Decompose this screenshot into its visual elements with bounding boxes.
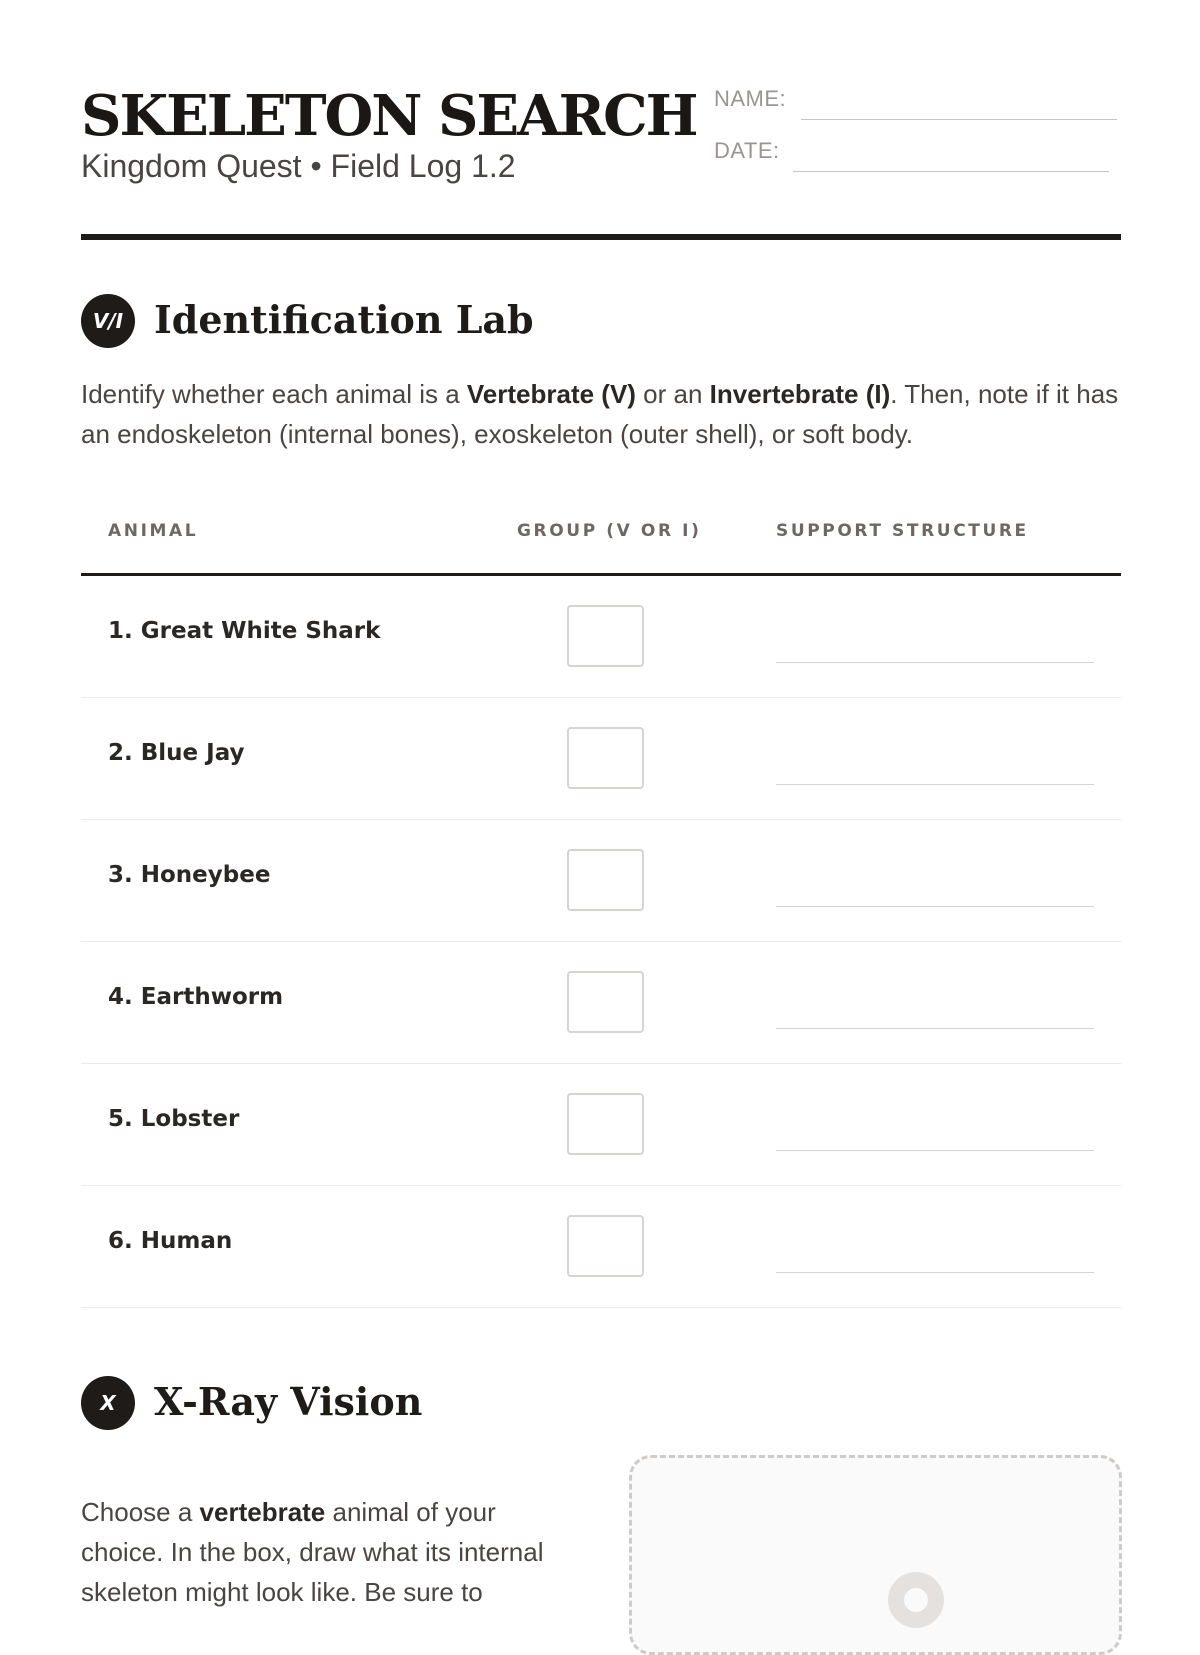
support-structure-line[interactable] <box>776 1028 1094 1029</box>
page-subtitle: Kingdom Quest • Field Log 1.2 <box>81 148 516 184</box>
name-label: NAME: <box>714 86 787 111</box>
support-structure-line[interactable] <box>776 784 1094 785</box>
column-header-support: SUPPORT STRUCTURE <box>776 521 1029 541</box>
support-structure-line[interactable] <box>776 662 1094 663</box>
group-answer-box[interactable] <box>567 1093 644 1155</box>
animal-name: 5. Lobster <box>108 1106 240 1132</box>
table-row <box>81 1064 1121 1186</box>
xray-vision-heading <box>81 1372 1121 1432</box>
intro-bold-vertebrate: Vertebrate (V) <box>466 379 636 409</box>
animal-name: 2. Blue Jay <box>108 740 245 766</box>
table-row <box>81 1186 1121 1308</box>
header-divider <box>81 234 1121 240</box>
intro-text-1: Identify whether each animal is a <box>81 379 467 409</box>
group-answer-box[interactable] <box>567 849 644 911</box>
date-field[interactable] <box>714 134 1124 174</box>
support-structure-line[interactable] <box>776 1272 1094 1273</box>
intro-text-2: or an <box>635 379 710 409</box>
xray-instructions <box>81 1492 581 1612</box>
xray-text-1: Choose a <box>81 1497 200 1527</box>
name-field[interactable] <box>714 82 1124 122</box>
xray-bold-vertebrate: vertebrate <box>199 1497 326 1527</box>
animal-name: 3. Honeybee <box>108 862 271 888</box>
worksheet-header <box>81 78 1121 240</box>
intro-bold-invertebrate: Invertebrate (I) <box>709 379 891 409</box>
date-line[interactable] <box>793 171 1109 172</box>
column-header-group: GROUP (V OR I) <box>517 521 702 541</box>
column-header-animal: ANIMAL <box>108 521 199 541</box>
animal-name: 6. Human <box>108 1228 233 1254</box>
animal-name: 1. Great White Shark <box>108 618 381 644</box>
table-row <box>81 820 1121 942</box>
section-badge-x: X <box>81 1376 135 1430</box>
xray-text-2: animal of your choice. In the box, draw what its internal skeleton might look like. Be sure to <box>81 1497 544 1607</box>
page-title: SKELETON SEARCH <box>81 83 697 149</box>
identification-instructions <box>81 374 1121 454</box>
section-badge-vi: V/I <box>81 294 135 348</box>
section-title-identification: Identification Lab <box>154 297 534 342</box>
support-structure-line[interactable] <box>776 1150 1094 1151</box>
table-row <box>81 942 1121 1064</box>
group-answer-box[interactable] <box>567 1215 644 1277</box>
group-answer-box[interactable] <box>567 727 644 789</box>
identification-lab-heading <box>81 290 1121 350</box>
name-line[interactable] <box>801 119 1117 120</box>
group-answer-box[interactable] <box>567 605 644 667</box>
image-placeholder-icon <box>884 1568 948 1632</box>
section-title-xray: X-Ray Vision <box>154 1379 423 1424</box>
date-label: DATE: <box>714 138 780 163</box>
support-structure-line[interactable] <box>776 906 1094 907</box>
table-row <box>81 698 1121 820</box>
group-answer-box[interactable] <box>567 971 644 1033</box>
intro-text-3: . Then, note if it has an endoskeleton (internal bones), exoskeleton (outer shell), or soft body. <box>81 379 1119 449</box>
table-row <box>81 576 1121 698</box>
drawing-area[interactable] <box>629 1455 1122 1655</box>
worksheet-page <box>81 0 1121 1607</box>
animal-name: 4. Earthworm <box>108 984 284 1010</box>
